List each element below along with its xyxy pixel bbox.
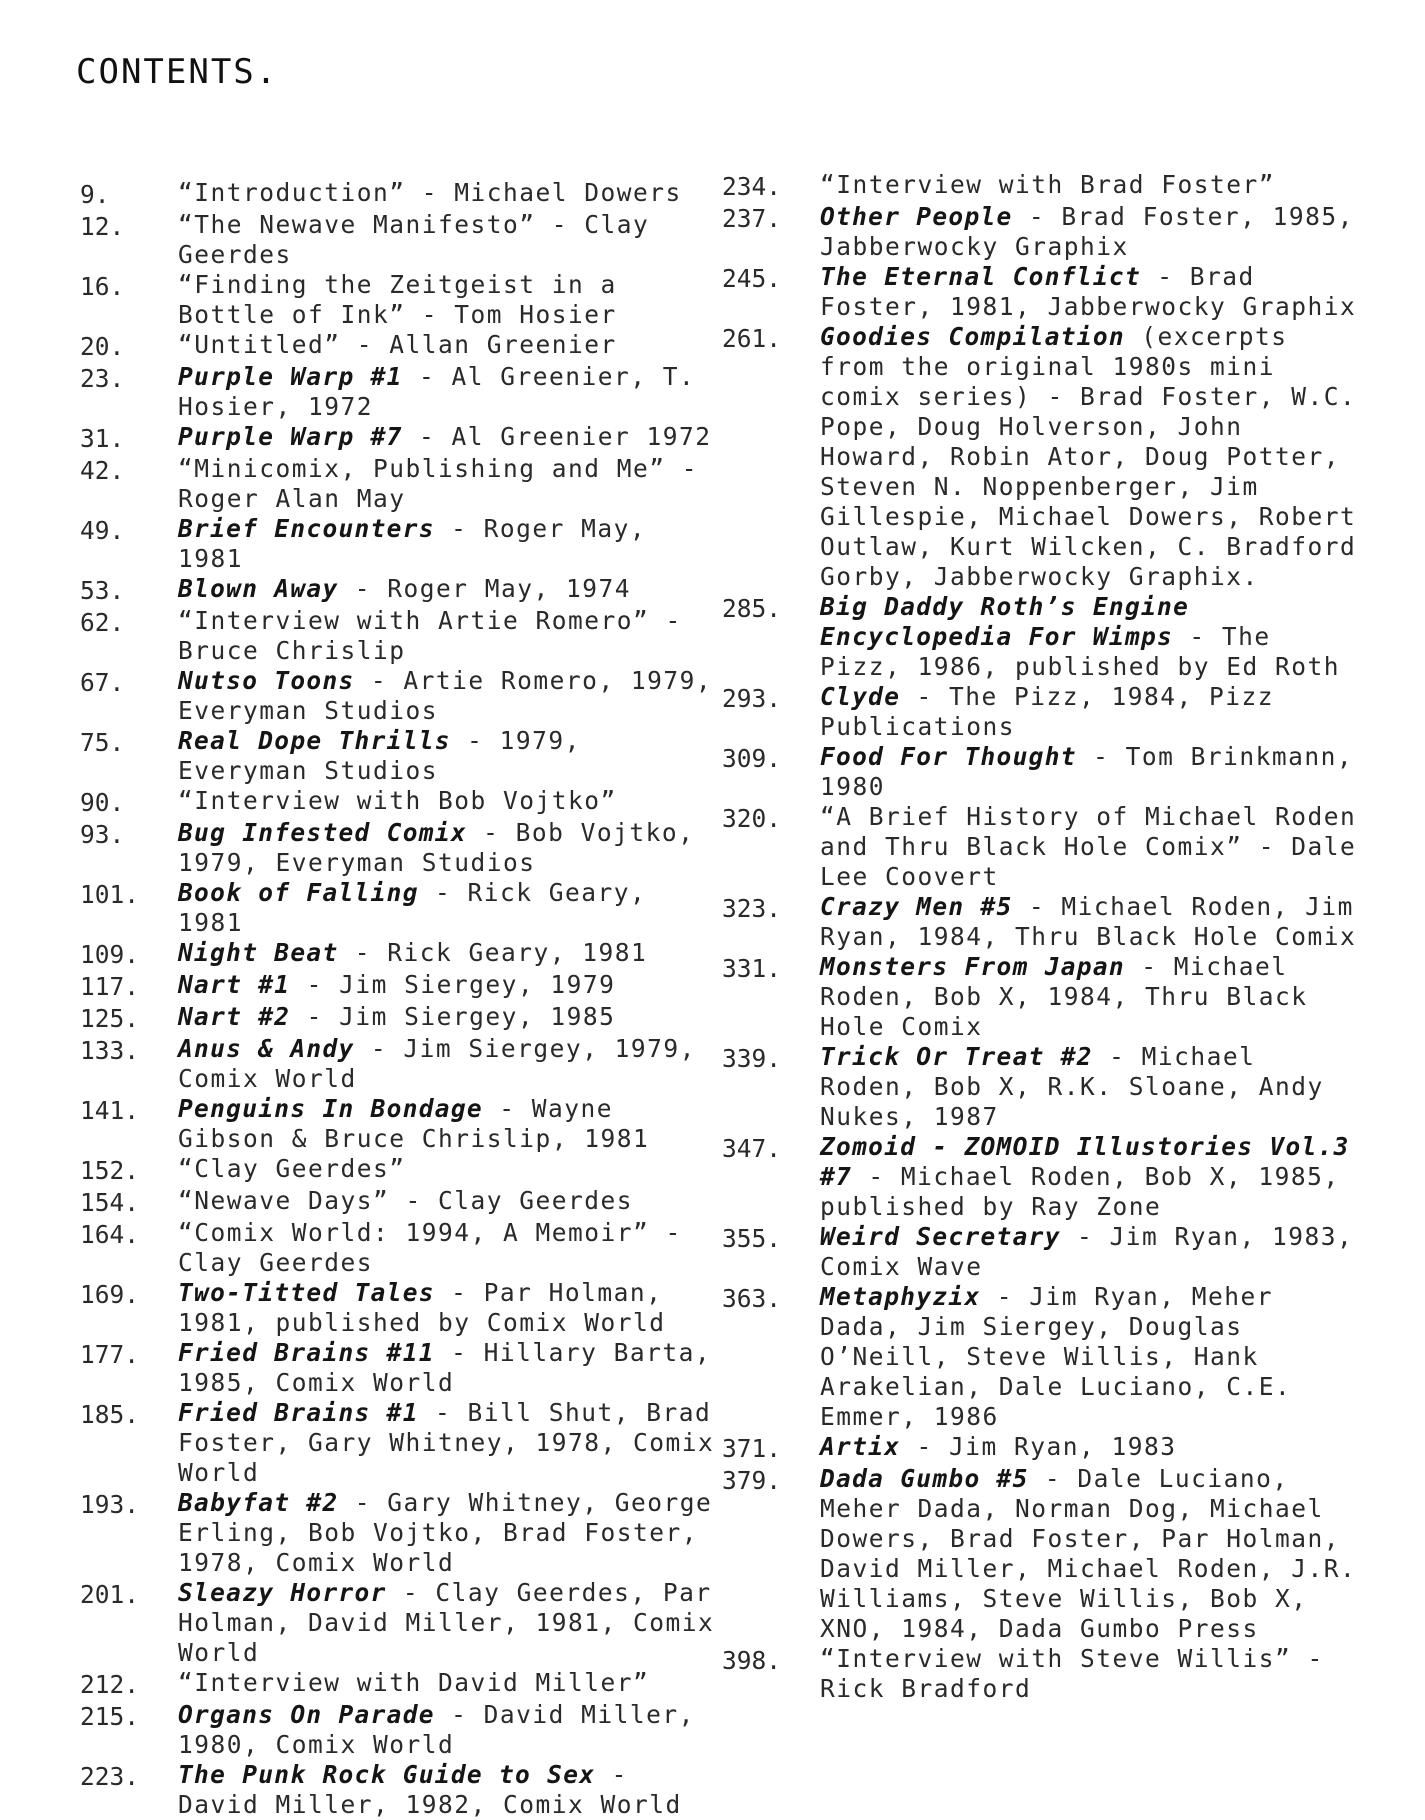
page-title: CONTENTS. [76, 52, 279, 92]
contents-entry [80, 330, 720, 362]
entry-credits: “Clay Geerdes” [178, 1154, 406, 1183]
entry-title: Babyfat #2 [178, 1488, 339, 1517]
page-number: 309. [722, 744, 782, 773]
contents-entry [722, 202, 1362, 262]
entry-title: Anus & Andy [178, 1034, 355, 1063]
contents-entry [80, 818, 720, 878]
contents-entry [722, 1042, 1362, 1132]
page-number: 67. [80, 668, 125, 697]
entry-text [178, 878, 720, 938]
entry-text [178, 1094, 720, 1154]
contents-entry [722, 892, 1362, 952]
entry-text [178, 1338, 720, 1398]
page-number: 101. [80, 880, 140, 909]
entry-credits: - Dale Luciano, Meher Dada, Norman Dog, Michael Dowers, Brad Foster, Par Holman, David Miller, Michael Roden, J.R. Williams, Steve Willis, Bob X, XNO, 1984, Dada Gumbo Press [820, 1464, 1357, 1643]
entry-title: Nart #2 [178, 1002, 291, 1031]
entry-credits: “The Newave Manifesto” - Clay Geerdes [178, 210, 650, 269]
page-number: 20. [80, 332, 125, 361]
page-number: 371. [722, 1434, 782, 1463]
entry-credits: - Michael Roden, Bob X, R.K. Sloane, Andy Nukes, 1987 [820, 1042, 1324, 1131]
contents-entry [80, 606, 720, 666]
entry-credits: - Jim Siergey, 1979, Comix World [178, 1034, 696, 1093]
entry-title: Penguins In Bondage [178, 1094, 483, 1123]
entry-credits: - Michael Roden, Bob X, 1984, Thru Black Hole Comix [820, 952, 1308, 1041]
entry-title: Purple Warp #1 [178, 362, 403, 391]
entry-title: Organs On Parade [178, 1700, 435, 1729]
entry-text [178, 454, 720, 514]
entry-text [820, 892, 1362, 952]
entry-text [820, 682, 1362, 742]
entry-credits: “Newave Days” - Clay Geerdes [178, 1186, 634, 1215]
entry-title: Monsters From Japan [820, 952, 1125, 981]
contents-entry [80, 1338, 720, 1398]
contents-entry [722, 952, 1362, 1042]
contents-entry [80, 362, 720, 422]
contents-entry [80, 878, 720, 938]
entry-text [178, 1034, 720, 1094]
page-number: 261. [722, 324, 782, 353]
contents-entry [722, 1282, 1362, 1432]
entry-text [178, 574, 720, 606]
entry-credits: “Finding the Zeitgeist in a Bottle of Ink” - Tom Hosier [178, 270, 617, 329]
entry-credits: - Al Greenier, T. Hosier, 1972 [178, 362, 696, 421]
entry-text [820, 322, 1362, 592]
entry-credits: - Hillary Barta, 1985, Comix World [178, 1338, 712, 1397]
page-number: 398. [722, 1646, 782, 1675]
page-number: 169. [80, 1280, 140, 1309]
contents-entry [80, 1700, 720, 1760]
entry-text [178, 1002, 720, 1034]
page-number: 234. [722, 172, 782, 201]
contents-entry [722, 322, 1362, 592]
entry-text [178, 666, 720, 726]
contents-column-left [80, 178, 720, 1820]
page-number: 355. [722, 1224, 782, 1253]
entry-text [178, 1700, 720, 1760]
entry-text [820, 202, 1362, 262]
contents-entry [80, 574, 720, 606]
entry-title: Sleazy Horror [178, 1578, 387, 1607]
entry-credits: - Brad Foster, 1981, Jabberwocky Graphix [820, 262, 1357, 321]
entry-credits: - Brad Foster, 1985, Jabberwocky Graphix [820, 202, 1354, 261]
entry-text [178, 1154, 720, 1186]
entry-text [178, 422, 720, 454]
page-number: 164. [80, 1220, 140, 1249]
entry-title: Clyde [820, 682, 901, 711]
entry-text [178, 1578, 720, 1668]
entry-title: Book of Falling [178, 878, 419, 907]
entry-credits: “Comix World: 1994, A Memoir” - Clay Geerdes [178, 1218, 682, 1277]
entry-text [178, 178, 720, 210]
entry-credits: - Michael Roden, Bob X, 1985, published by Ray Zone [820, 1162, 1340, 1221]
entry-title: The Eternal Conflict [820, 262, 1142, 291]
entry-credits: - Bill Shut, Brad Foster, Gary Whitney, 1978, Comix World [178, 1398, 715, 1487]
entry-title: Big Daddy Roth’s Engine Encyclopedia For Wimps [820, 592, 1190, 651]
entry-credits: - David Miller, 1982, Comix World [178, 1760, 682, 1819]
contents-entry [80, 270, 720, 330]
entry-text [178, 970, 720, 1002]
entry-text [820, 952, 1362, 1042]
page-number: 237. [722, 204, 782, 233]
contents-entry [80, 1094, 720, 1154]
entry-credits: - Bob Vojtko, 1979, Everyman Studios [178, 818, 695, 877]
entry-title: Zomoid - ZOMOID Illustories Vol.3 #7 [820, 1132, 1350, 1191]
contents-entry [722, 262, 1362, 322]
page-number: 9. [80, 180, 110, 209]
page-number: 363. [722, 1284, 782, 1313]
entry-text [820, 1432, 1362, 1464]
page-number: 53. [80, 576, 125, 605]
page-number: 245. [722, 264, 782, 293]
page-number: 215. [80, 1702, 140, 1731]
entry-credits: “Introduction” - Michael Dowers [178, 178, 682, 207]
contents-entry [722, 802, 1362, 892]
entry-title: The Punk Rock Guide to Sex [178, 1760, 596, 1789]
entry-credits: - Clay Geerdes, Par Holman, David Miller, 1981, Comix World [178, 1578, 715, 1667]
entry-credits: “Minicomix, Publishing and Me” - Roger Alan May [178, 454, 699, 513]
page-number: 90. [80, 788, 125, 817]
entry-title: Purple Warp #7 [178, 422, 403, 451]
entry-credits: - 1979, Everyman Studios [178, 726, 581, 785]
contents-entry [722, 682, 1362, 742]
entry-credits: - Par Holman, 1981, published by Comix World [178, 1278, 666, 1337]
contents-entry [722, 1644, 1362, 1704]
contents-entry [80, 1760, 720, 1820]
entry-text [178, 270, 720, 330]
entry-credits: - Jim Siergey, 1979 [290, 970, 616, 999]
entry-text [820, 1132, 1362, 1222]
entry-title: Goodies Compilation [820, 322, 1125, 351]
contents-entry [80, 1218, 720, 1278]
entry-text [178, 1668, 720, 1700]
entry-text [820, 1644, 1362, 1704]
page-number: 285. [722, 594, 782, 623]
page-number: 223. [80, 1762, 140, 1791]
entry-title: Trick Or Treat #2 [820, 1042, 1093, 1071]
contents-entry [80, 970, 720, 1002]
contents-entry [80, 726, 720, 786]
entry-credits: - Jim Siergey, 1985 [290, 1002, 616, 1031]
entry-text [178, 606, 720, 666]
entry-credits: “Interview with Bob Vojtko” [178, 786, 617, 815]
entry-title: Fried Brains #11 [178, 1338, 435, 1367]
page-number: 42. [80, 456, 125, 485]
entry-credits: (excerpts from the original 1980s mini comix series) - Brad Foster, W.C. Pope, Doug Holverson, John Howard, Robin Ator, Doug Potter, Steven N. Noppenberger, Jim Gillespie, Michael Dowers, Robert Outlaw, Kurt Wilcken, C. Bradford Gorby, Jabberwocky Graphix. [820, 322, 1357, 591]
contents-entry [80, 1278, 720, 1338]
page-number: 12. [80, 212, 125, 241]
page-number: 62. [80, 608, 125, 637]
entry-title: Crazy Men #5 [820, 892, 1013, 921]
page-number: 141. [80, 1096, 140, 1125]
entry-title: Real Dope Thrills [178, 726, 451, 755]
entry-credits: - The Pizz, 1986, published by Ed Roth [820, 622, 1341, 681]
entry-credits: “Untitled” - Allan Greenier [178, 330, 617, 359]
entry-title: Dada Gumbo #5 [820, 1464, 1029, 1493]
page-number: 379. [722, 1466, 782, 1495]
page-number: 154. [80, 1188, 140, 1217]
entry-credits: - Jim Ryan, 1983 [900, 1432, 1177, 1461]
entry-text [178, 1218, 720, 1278]
page-number: 177. [80, 1340, 140, 1369]
entry-title: Nutso Toons [178, 666, 355, 695]
page-number: 133. [80, 1036, 140, 1065]
contents-entry [80, 1398, 720, 1488]
entry-text [820, 1042, 1362, 1132]
entry-credits: - Jim Ryan, Meher Dada, Jim Siergey, Douglas O’Neill, Steve Willis, Hank Arakelian, Dale Luciano, C.E. Emmer, 1986 [820, 1282, 1292, 1431]
page-number: 347. [722, 1134, 782, 1163]
contents-entry [80, 514, 720, 574]
page-number: 75. [80, 728, 125, 757]
page-number: 320. [722, 804, 782, 833]
page-number: 152. [80, 1156, 140, 1185]
entry-text [178, 786, 720, 818]
entry-text [178, 818, 720, 878]
entry-credits: “Interview with Steve Willis” - Rick Bradford [820, 1644, 1324, 1703]
entry-text [178, 1760, 720, 1820]
entry-title: Weird Secretary [820, 1222, 1061, 1251]
entry-text [820, 1222, 1362, 1282]
page-number: 109. [80, 940, 140, 969]
page-number: 293. [722, 684, 782, 713]
entry-title: Brief Encounters [178, 514, 435, 543]
entry-text [178, 330, 720, 362]
page-number: 16. [80, 272, 125, 301]
entry-title: Fried Brains #1 [178, 1398, 419, 1427]
contents-entry [80, 1154, 720, 1186]
entry-credits: - David Miller, 1980, Comix World [178, 1700, 695, 1759]
entry-text [178, 210, 720, 270]
entry-credits: “Interview with Artie Romero” - Bruce Chrislip [178, 606, 682, 665]
entry-credits: - Roger May, 1974 [338, 574, 632, 603]
contents-column-right [722, 170, 1362, 1704]
contents-entry [722, 1222, 1362, 1282]
contents-entry [80, 210, 720, 270]
contents-entry [722, 170, 1362, 202]
entry-credits: - Artie Romero, 1979, Everyman Studios [178, 666, 713, 725]
page-number: 323. [722, 894, 782, 923]
entry-title: Two-Titted Tales [178, 1278, 435, 1307]
contents-entry [80, 454, 720, 514]
page-number: 212. [80, 1670, 140, 1699]
entry-title: Metaphyzix [820, 1282, 981, 1311]
entry-text [178, 1398, 720, 1488]
entry-credits: - Al Greenier 1972 [402, 422, 712, 451]
entry-text [820, 262, 1362, 322]
entry-credits: - Roger May, 1981 [178, 514, 647, 573]
entry-text [820, 742, 1362, 802]
contents-entry [722, 1132, 1362, 1222]
entry-credits: - Jim Ryan, 1983, Comix Wave [820, 1222, 1354, 1281]
entry-text [178, 726, 720, 786]
contents-entry [80, 1578, 720, 1668]
entry-title: Other People [820, 202, 1013, 231]
contents-entry [80, 786, 720, 818]
page-number: 331. [722, 954, 782, 983]
entry-title: Artix [820, 1432, 901, 1461]
page-number: 117. [80, 972, 140, 1001]
contents-entry [722, 1464, 1362, 1644]
page-number: 93. [80, 820, 125, 849]
contents-entry [722, 1432, 1362, 1464]
page-number: 23. [80, 364, 125, 393]
entry-text [178, 1278, 720, 1338]
entry-text [178, 938, 720, 970]
contents-entry [80, 1186, 720, 1218]
entry-title: Nart #1 [178, 970, 291, 999]
contents-entry [80, 1002, 720, 1034]
page-number: 201. [80, 1580, 140, 1609]
contents-entry [80, 938, 720, 970]
contents-entry [80, 666, 720, 726]
entry-text [178, 514, 720, 574]
contents-entry [80, 422, 720, 454]
entry-title: Food For Thought [820, 742, 1077, 771]
contents-entry [80, 1488, 720, 1578]
entry-text [178, 362, 720, 422]
contents-entry [80, 1034, 720, 1094]
entry-credits: - Wayne Gibson & Bruce Chrislip, 1981 [178, 1094, 650, 1153]
entry-text [820, 802, 1362, 892]
contents-entry [80, 178, 720, 210]
contents-entry [80, 1668, 720, 1700]
entry-text [178, 1186, 720, 1218]
contents-entry [722, 592, 1362, 682]
contents-entry [722, 742, 1362, 802]
entry-credits: “Interview with David Miller” [178, 1668, 650, 1697]
entry-text [820, 1282, 1362, 1432]
entry-credits: - Gary Whitney, George Erling, Bob Vojtko, Brad Foster, 1978, Comix World [178, 1488, 713, 1577]
entry-title: Blown Away [178, 574, 339, 603]
entry-text [820, 592, 1362, 682]
page-number: 193. [80, 1490, 140, 1519]
page-number: 125. [80, 1004, 140, 1033]
entry-credits: - Tom Brinkmann, 1980 [820, 742, 1354, 801]
entry-credits: “A Brief History of Michael Roden and Thru Black Hole Comix” - Dale Lee Coovert [820, 802, 1357, 891]
entry-credits: - Rick Geary, 1981 [338, 938, 648, 967]
entry-text [820, 1464, 1362, 1644]
page-number: 31. [80, 424, 125, 453]
page-number: 185. [80, 1400, 140, 1429]
entry-credits: - The Pizz, 1984, Pizz Publications [820, 682, 1275, 741]
entry-title: Bug Infested Comix [178, 818, 467, 847]
page-number: 49. [80, 516, 125, 545]
entry-text [178, 1488, 720, 1578]
page-number: 339. [722, 1044, 782, 1073]
entry-text [820, 170, 1362, 202]
entry-credits: - Rick Geary, 1981 [178, 878, 647, 937]
entry-credits: “Interview with Brad Foster” [820, 170, 1276, 199]
entry-title: Night Beat [178, 938, 339, 967]
entry-credits: - Michael Roden, Jim Ryan, 1984, Thru Black Hole Comix [820, 892, 1357, 951]
